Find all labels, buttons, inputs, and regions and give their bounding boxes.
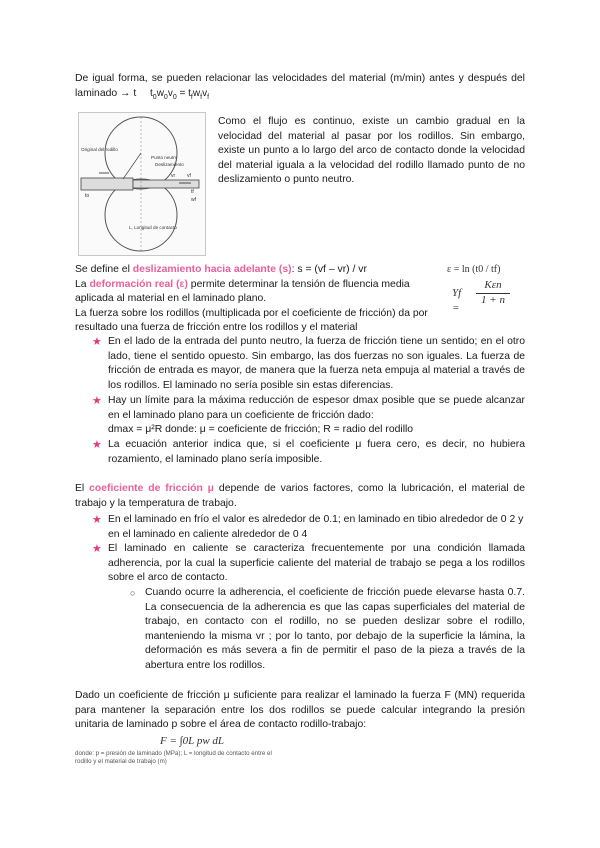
force-equation-text: F = ∫0L pw dL <box>160 735 225 747</box>
workpiece-exit <box>133 180 199 188</box>
vf-label: vf <box>187 173 191 179</box>
true-strain-rest: permite determinar la tensión de fluencia media aplicada al material en el laminado plano. <box>75 278 410 305</box>
tf-label: tf <box>191 189 194 195</box>
forward-slip-formula: : s = (vf – vr) / vr <box>291 264 367 275</box>
forward-slip-term: deslizamiento hacia adelante (s) <box>132 264 292 275</box>
continuous-flow-paragraph: Como el flujo es continuo, existe un cambio gradual en la velocidad del material al pasar por los rodillos. Sin embargo, existe un punto a lo largo del arco de contacto donde la velocidad del material iguala a la velocidad del rodillo llamado punto de no deslizamiento o punto neutro. <box>218 116 525 186</box>
star-bullet-icon: ★ <box>92 439 102 451</box>
friction-intro: La fuerza sobre los rodillos (multiplicada por el coeficiente de fricción) da por resultado una fuerza de fricción entre los rodillos y el material <box>75 307 428 334</box>
bullet-adherence: El laminado en caliente se caracteriza frecuentemente por una condición llamada adherencia, por la cual la superficie caliente del material de trabajo se pega a los rodillos sobre el arco de contacto. <box>108 543 525 584</box>
bullet-zero-friction: La ecuación anterior indica que, si el coeficiente μ fuera cero, es decir, no hubiera rozamiento, el laminado plano sería imposible. <box>108 439 525 465</box>
continuity-formula-text: $t_0w_0v_0 = t_fw_fv_f$ <box>150 87 210 101</box>
true-strain-paragraph <box>75 278 435 307</box>
to-label: to <box>85 193 90 199</box>
flow-stress-denominator: 1 + n <box>481 294 505 306</box>
bullet-max-reduction: Hay un límite para la máxima reducción de espesor dmax posible que se puede alcanzar en el laminado plano para un coeficiente de fricción dado: <box>108 395 525 421</box>
flow-stress-numerator: Kεn <box>476 278 510 294</box>
circle-bullet-icon: ○ <box>130 588 136 598</box>
true-strain-prefix: La <box>75 278 90 290</box>
forward-slip-line <box>75 263 435 278</box>
continuity-formula <box>150 87 215 102</box>
bullet-neutral-point: En el lado de la entrada del punto neutro, la fuerza de fricción tiene un sentido; en el otro lado, tiene el sentido opuesto. Sin embargo, las dos fuerzas no son iguales. La fuerza de fricción de entrada es mayor, de manera que la fuerza neta empuja al material a través de los rodillos. El laminado no sería posible sin estas diferencias. <box>108 336 525 391</box>
neutral-label: Punto neutro <box>151 155 178 160</box>
star-bullet-icon: ★ <box>92 514 102 526</box>
true-strain-text: ε = ln (t0 / tf) <box>447 264 501 275</box>
sub-bullet-adherence: Cuando ocurre la adherencia, el coeficiente de fricción puede elevarse hasta 0.7. La consecuencia de la adherencia es que las capas superficiales del material de trabajo, en contacto con el rodillo, no se pueden deslizar sobre el rodillo, manteniendo la misma vr ; por lo tanto, por debajo de la superficie la lámina, la deformación es más severa a fin de permitir el paso de la pieza a través de la abertura entre los rodillos. <box>145 587 525 671</box>
intro-paragraph <box>75 72 525 101</box>
friction-coefficient-paragraph <box>75 482 525 511</box>
rolling-diagram <box>78 112 206 256</box>
neutral-radius <box>123 153 141 179</box>
coef-term: coeficiente de fricción μ <box>89 483 215 494</box>
entry-label: Original del rodillo <box>81 147 118 152</box>
dmax-formula-line: dmax = μ²R donde: μ = coeficiente de fricción; R = radio del rodillo <box>108 424 414 435</box>
star-bullet-icon: ★ <box>92 395 102 407</box>
star-bullet-icon: ★ <box>92 336 102 348</box>
forward-slip-prefix: Se define el <box>75 264 133 275</box>
star-bullet-icon: ★ <box>92 543 102 555</box>
vr-label: vr <box>171 173 176 179</box>
force-equation <box>160 734 224 749</box>
true-strain-equation <box>447 263 500 278</box>
length-label: L, Longitud de contacto <box>129 225 177 230</box>
flow-stress-lhs: Yf = <box>452 287 462 314</box>
coef-prefix: El <box>75 483 90 494</box>
force-equation-note: donde: p = presión de laminado (MPa); L = longitud de contacto entre el rodillo y el material de trabajo (m) <box>75 750 272 765</box>
coef-rest: depende de varios factores, como la lubricación, el material de trabajo y la temperatura de trabajo. <box>75 483 525 509</box>
bullet-friction-values: En el laminado en frío el valor es alrededor de 0.1; en laminado en tibio alrededor de 0 2 y en el laminado en caliente alrededor de 0 4 <box>108 514 524 540</box>
true-strain-term: deformación real (ε) <box>89 278 188 290</box>
slip-label: Deslizamiento <box>155 162 184 167</box>
rolling-diagram-svg <box>79 113 205 255</box>
rolling-force-paragraph: Dado un coeficiente de fricción μ suficiente para realizar el laminado la fuerza F (MN) requerida para mantener la separación entre los dos rodillos se puede calcular integrando la presión unitaria de laminado p sobre el área de contacto rodillo-trabajo: <box>75 690 525 731</box>
intro-text: De igual forma, se pueden relacionar las velocidades del material (m/min) antes y después del laminado → t <box>75 73 525 99</box>
wf-label: wf <box>191 197 196 203</box>
workpiece-entry <box>81 178 133 190</box>
